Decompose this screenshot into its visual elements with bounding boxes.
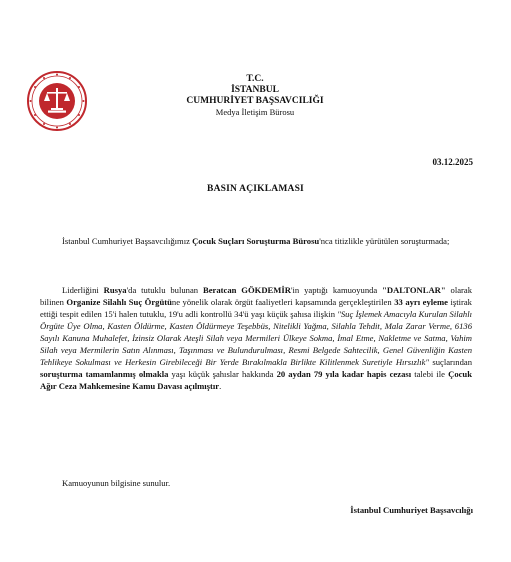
text-span: ne yönelik olarak örgüt faaliyetleri kapsamında gerçekleştirilen [171,296,395,307]
letterhead-line-city: İSTANBUL [231,85,279,95]
bold-span: Rusya [103,284,127,295]
letterhead [150,74,360,118]
text-span: Liderliğini [62,284,104,295]
text-span: yaşı küçük şahıslar hakkında [168,369,277,380]
italic-span: "Suç İşlemek Amacıyla Kurulan Silahlı Örgüte Üye Olma, Kasten Öldürme, Kasten Öldürmeye Teşebbüs, Nitelikli Yağma, Silahla Tehdit, Mala Zarar Verme, 6136 Sayılı Kanuna Muhalefet, İzinsiz Olarak Ateşli Silah veya Mermileri Ülkeye Sokma, İmal Etme, Nakletme ve Satma, Vahim Silah veya Mermilerin Satın Alınması, Taşınması ve Bulundurulması, Resmi Belgede Sahtecilik, Genel Güvenliğin Kasten Tehlikeye Sokulması ve Herkesin Girebileceği Bir Yerde Bırakılmakla Birlikte Kilitlenmek Suretiyle Hırsızlık" [40,308,473,368]
letterhead-line-bureau: Medya İletişim Bürosu [215,107,295,117]
letterhead-line-tc: T.C. [246,74,264,84]
text-span: suçlarından [429,357,472,368]
text-span: İstanbul Cumhuriyet Başsavcılığımız [62,235,193,246]
paragraph-intro [40,235,472,247]
bold-span: Organize Silahlı Suç Örgütü [66,296,172,307]
prosecutor-seal-icon [26,70,88,132]
signature: İstanbul Cumhuriyet Başsavcılığı [350,505,473,515]
text-span: 'in yaptığı kamuoyunda [290,284,383,295]
text-span: olarak bilinen [40,284,473,307]
bold-span: 20 aydan 79 yıla kadar hapis cezası [276,369,412,380]
bold-span: Çocuk Suçları Soruşturma Bürosu [192,235,320,246]
bold-span: soruşturma tamamlanmış olmakla [40,369,169,380]
bold-span: Beratcan GÖKDEMİR [202,284,291,295]
paragraph-closing: Kamuoyunun bilgisine sunulur. [62,477,171,488]
bold-span: "DALTONLAR" [382,284,446,295]
text-span: . [219,381,222,392]
document-date: 03.12.2025 [432,157,473,167]
text-span: 'da tutuklu bulunan [126,284,203,295]
text-span: 'nca titizlikle yürütülen soruşturmada; [319,235,450,246]
text-span: iştirak ettiği tespit edilen 15'i halen tutuklu, 19'u adli kontrollü 34'ü yaşı küçük şahısa ilişkin [40,296,472,319]
letterhead-line-office: CUMHURİYET BAŞSAVCILIĞI [186,96,324,106]
paragraph-main [40,284,472,393]
bold-span: 33 ayrı eyleme [394,296,448,307]
bold-span: Çocuk Ağır Ceza Mahkemesine Kamu Davası açılmıştır [40,369,472,392]
document-title: BASIN AÇIKLAMASI [207,184,304,194]
text-span: talebi ile [411,369,449,380]
